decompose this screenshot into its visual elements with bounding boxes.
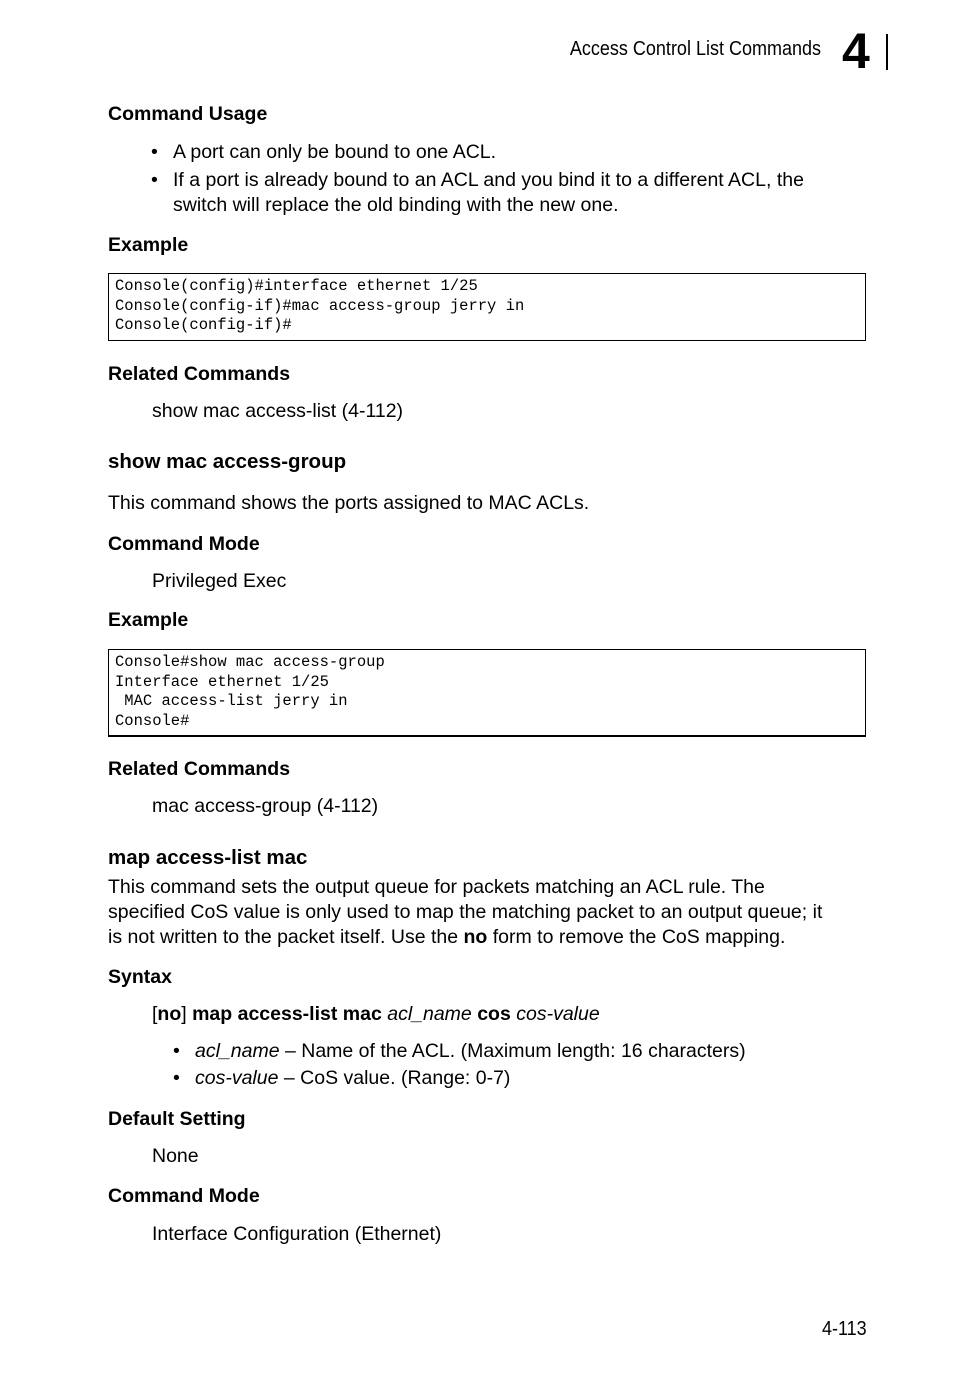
default-setting-heading: Default Setting [108, 1108, 246, 1130]
page-number: 4-113 [822, 1318, 867, 1340]
section-title-map-access-list-mac: map access-list mac [108, 846, 308, 869]
param-acl-name: • acl_name – Name of the ACL. (Maximum length: 16 characters) [173, 1040, 746, 1062]
command-mode-value-3: Interface Configuration (Ethernet) [152, 1223, 442, 1245]
default-setting-value: None [152, 1145, 199, 1167]
param-cos-value: • cos-value – CoS value. (Range: 0-7) [173, 1067, 511, 1089]
related-command-link-2: mac access-group (4-112) [152, 795, 379, 817]
command-mode-heading-3: Command Mode [108, 1185, 260, 1207]
syntax-heading: Syntax [108, 966, 172, 988]
section-description-2: This command shows the ports assigned to MAC ACLs. [108, 492, 590, 514]
chapter-number: 4 [842, 23, 870, 79]
command-mode-value-2: Privileged Exec [152, 570, 287, 592]
chapter-divider [886, 34, 888, 70]
command-mode-heading-2: Command Mode [108, 533, 260, 555]
code-example-2: Console#show mac access-group Interface ethernet 1/25 MAC access-list jerry in Console# [108, 649, 866, 737]
usage-bullet-1: • A port can only be bound to one ACL. [151, 141, 497, 163]
running-header-title: Access Control List Commands [569, 38, 821, 60]
related-commands-heading-2: Related Commands [108, 758, 291, 780]
code-example-1: Console(config)#interface ethernet 1/25 Console(config-if)#mac access-group jerry in Console(config-if)# [108, 273, 866, 341]
command-usage-heading: Command Usage [108, 103, 268, 125]
related-commands-heading-1: Related Commands [108, 363, 291, 385]
example-heading-2: Example [108, 609, 189, 631]
example-heading-1: Example [108, 234, 189, 256]
related-command-link-1: show mac access-list (4-112) [152, 400, 404, 422]
section-description-3: This command sets the output queue for packets matching an ACL rule. The specified CoS value is only used to map the matching packet to an output queue; it is not written to the packet itself. Use the no form to remove the CoS mapping. [108, 876, 823, 948]
usage-bullet-2: • If a port is already bound to an ACL and you bind it to a different ACL, the [151, 169, 804, 191]
usage-bullet-2-cont: switch will replace the old binding with the new one. [173, 194, 619, 216]
section-title-show-mac-access-group: show mac access-group [108, 450, 347, 473]
syntax-line: [no] map access-list mac acl_name cos cos-value [152, 1003, 600, 1025]
